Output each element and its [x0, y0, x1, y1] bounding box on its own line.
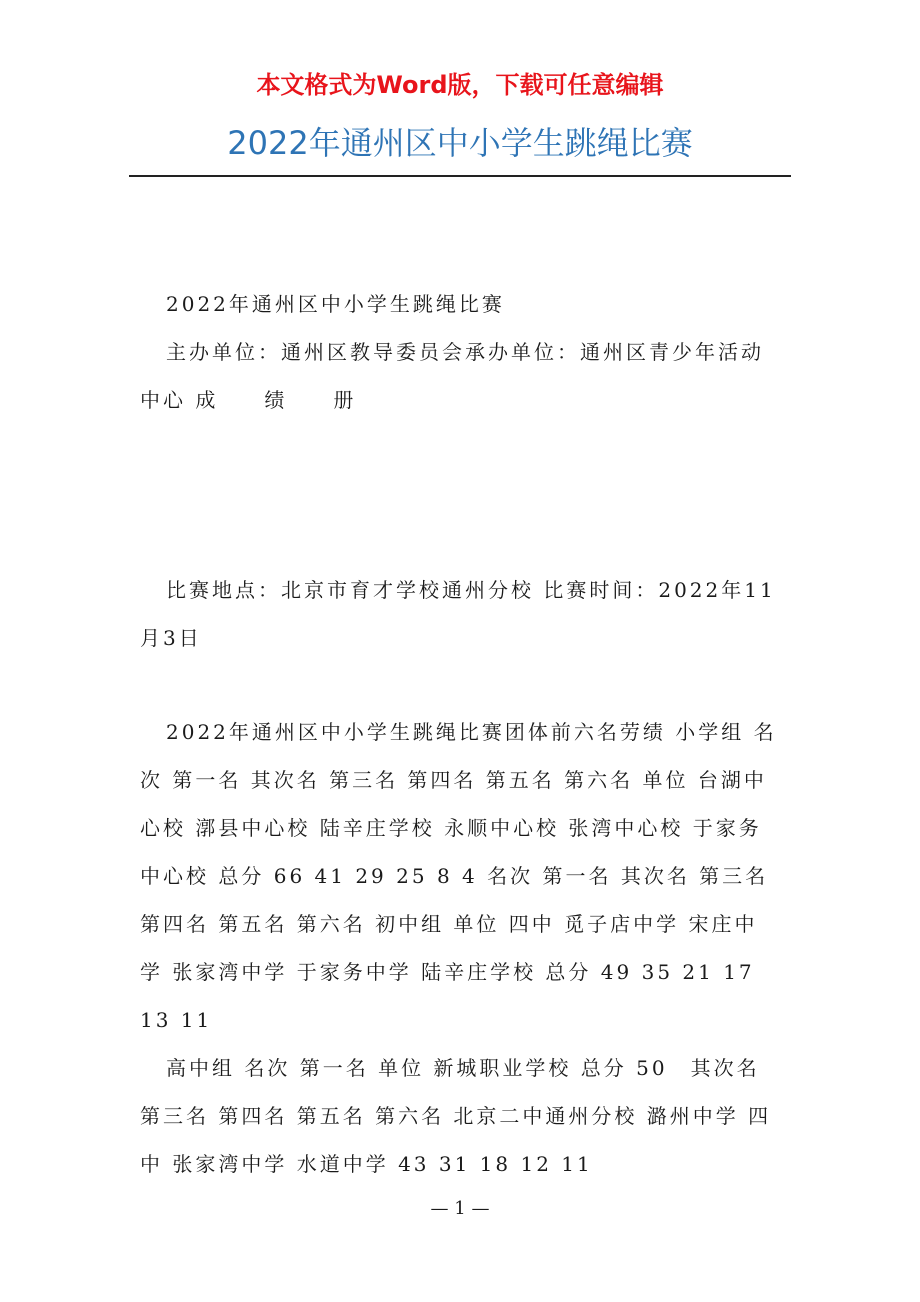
page-number: — 1 —: [430, 1198, 490, 1219]
paragraph-event-name: 2022年通州区中小学生跳绳比赛: [166, 292, 505, 316]
spacer: [140, 662, 780, 708]
paragraph-venue-time: 比赛地点：北京市育才学校通州分校 比赛时间：2022年11月3日: [140, 578, 776, 650]
paragraph-high-school-results: 高中组 名次 第一名 单位 新城职业学校 总分 50 其次名 第三名 第四名 第五名 第六名 北京二中通州分校 潞州中学 四中 张家湾中学 水道中学 43 31 18 12 11: [140, 1056, 772, 1176]
spacer: [140, 424, 780, 566]
document-title: 2022年通州区中小学生跳绳比赛: [227, 124, 693, 162]
paragraph-team-results: 2022年通州区中小学生跳绳比赛团体前六名劳绩 小学组 名次 第一名 其次名 第三名 第四名 第五名 第六名 单位 台湖中心校 漷县中心校 陆辛庄学校 永顺中心校 张湾中心校 于家务中心校 总分 66 41 29 25 8 4 名次 第一名 其次名 第三名 第四名 第五名 第六名 初中组 单位 四中 觅子店中学 宋庄中学 张家湾中学 于家务中学 陆辛庄学校 总分 49 35 21 17 13 11: [140, 720, 777, 1032]
paragraph-organizers: 主办单位：通州区教导委员会承办单位：通州区青少年活动中心 成 绩 册: [140, 340, 764, 412]
format-notice: 本文格式为Word版，下载可任意编辑: [256, 71, 664, 99]
header-divider: [129, 175, 791, 177]
document-body: [140, 280, 780, 1188]
